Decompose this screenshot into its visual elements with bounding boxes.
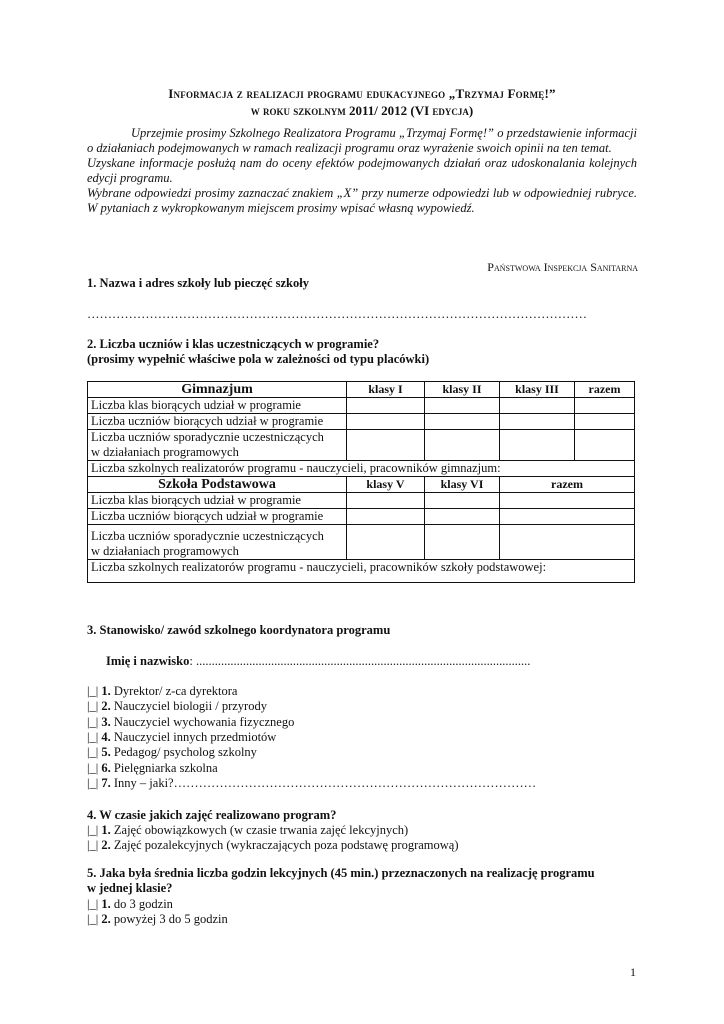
row-label: Liczba uczniów biorących udział w programie [88,414,347,430]
table-row [88,560,635,583]
checkbox-icon[interactable]: |_| [87,699,99,714]
option-number: 2. [101,838,111,853]
checkbox-icon[interactable]: |_| [87,897,99,911]
row-label-line: Liczba uczniów sporadycznie uczestniczących [91,430,324,444]
answer-option[interactable] [87,776,536,791]
answer-option[interactable] [87,715,294,730]
table-cell[interactable] [347,430,425,461]
document-title [0,86,724,101]
row-label: Liczba uczniów biorących udział w programie [88,509,347,525]
row-label[interactable]: Liczba szkolnych realizatorów programu - nauczycieli, pracowników szkoły podstawowej: [88,560,635,583]
col-klasy-i: klasy I [347,382,425,398]
table-cell[interactable] [425,398,500,414]
table-row [88,382,635,398]
table-cell[interactable] [425,493,500,509]
answer-option[interactable] [87,838,459,853]
table-row [88,493,635,509]
checkbox-icon[interactable]: |_| [87,745,99,760]
table-row [88,509,635,525]
option-number: 4. [101,729,111,744]
row-label: Liczba klas biorących udział w programie [88,398,347,414]
row-label[interactable]: Liczba szkolnych realizatorów programu - nauczycieli, pracowników gimnazjum: [88,461,635,477]
option-number: 5. [101,745,111,760]
checkbox-icon[interactable]: |_| [87,912,99,927]
question-5-title-line2: w jednej klasie? [87,881,173,895]
option-number: 6. [101,760,111,775]
checkbox-icon[interactable]: |_| [87,714,99,729]
table-cell[interactable] [347,525,425,560]
table-row [88,477,635,493]
question-2-subtitle: (prosimy wypełnić właściwe pola w zależności od typu placówki) [87,352,430,366]
checkbox-icon[interactable]: |_| [87,684,99,698]
col-razem: razem [575,382,635,398]
table-cell[interactable] [575,414,635,430]
option-text: Pedagog/ psycholog szkolny [113,745,257,760]
title-line2-years: 2011/ 2012 (VI [349,103,430,118]
document-subtitle [0,103,724,118]
table-cell[interactable] [500,398,575,414]
table-cell[interactable] [347,509,425,525]
answer-option[interactable] [87,761,218,776]
table-cell[interactable] [500,509,635,525]
table-row [88,414,635,430]
option-number: 3. [101,714,111,729]
row-label-line: Liczba uczniów sporadycznie uczestniczących [91,529,324,543]
option-number: 1. [101,684,111,698]
table-cell[interactable] [425,525,500,560]
option-text: Nauczyciel wychowania fizycznego [113,714,295,729]
table-row [88,430,635,461]
option-number: 1. [101,823,111,837]
row-label [88,525,347,560]
table-cell[interactable] [347,493,425,509]
option-text: powyżej 3 do 5 godzin [113,912,228,927]
option-text: Dyrektor/ z-ca dyrektora [113,684,238,698]
answer-option[interactable] [87,730,276,745]
answer-option[interactable] [87,745,257,760]
title-line2-prefix: w roku szkolnym [250,103,346,118]
coordinator-name-row [106,654,530,669]
szkola-podstawowa-heading: Szkoła Podstawowa [88,477,347,493]
option-number: 7. [101,775,111,790]
checkbox-icon[interactable]: |_| [87,729,99,744]
question-3-title: 3. Stanowisko/ zawód szkolnego koordynatora programu [87,623,391,637]
table-cell[interactable] [500,414,575,430]
option-text: Pielęgniarka szkolna [113,760,218,775]
table-cell[interactable] [425,430,500,461]
page-number: 1 [630,965,636,979]
question-2-title: 2. Liczba uczniów i klas uczestniczących w programie? [87,337,380,351]
participants-table [87,381,635,583]
title-line2-suffix: edycja) [432,103,474,118]
name-field[interactable]: : ........................................................................................................... [189,654,531,668]
table-cell[interactable] [347,414,425,430]
intro-paragraph-2: Uzyskane informacje posłużą nam do oceny efektów podejmowanych działań oraz udoskonalania kolejnych edycji programu. [87,156,637,185]
checkbox-icon[interactable]: |_| [87,823,99,837]
question-5-title-line1: 5. Jaka była średnia liczba godzin lekcyjnych (45 min.) przeznaczonych na realizację programu [87,866,595,880]
signature: Państwowa Inspekcja Sanitarna [487,260,638,274]
table-cell[interactable] [425,509,500,525]
answer-option[interactable] [87,912,228,927]
option-text: Nauczyciel innych przedmiotów [113,729,277,744]
name-label: Imię i nazwisko [106,654,190,668]
answer-option[interactable] [87,823,408,838]
row-label: Liczba klas biorących udział w programie [88,493,347,509]
col-klasy-v: klasy V [347,477,425,493]
question-4-title: 4. W czasie jakich zajęć realizowano program? [87,808,337,822]
table-row [88,398,635,414]
table-cell[interactable] [575,430,635,461]
table-cell[interactable] [347,398,425,414]
option-number: 2. [101,699,111,714]
school-name-field[interactable]: ………………………………………………………………………………………………………… [87,307,587,321]
table-cell[interactable] [500,493,635,509]
table-row [88,461,635,477]
table-row [88,525,635,560]
title-line1: Informacja z realizacji programu edukacyjnego „Trzymaj Formę!” [168,86,556,101]
answer-option[interactable] [87,699,267,714]
row-label-line: w działaniach programowych [91,544,239,558]
col-klasy-ii: klasy II [425,382,500,398]
checkbox-icon[interactable]: |_| [87,838,99,853]
checkbox-icon[interactable]: |_| [87,775,99,790]
option-text: Zajęć pozalekcyjnych (wykraczających poza podstawę programową) [113,838,459,853]
answer-option[interactable] [87,897,173,912]
option-text: Nauczyciel biologii / przyrody [113,699,267,714]
row-label [88,430,347,461]
col-klasy-vi: klasy VI [425,477,500,493]
col-razem: razem [500,477,635,493]
row-label-line: w działaniach programowych [91,445,239,459]
question-1-title: 1. Nazwa i adres szkoły lub pieczęć szkoły [87,276,309,290]
option-number: 1. [101,897,111,911]
answer-option[interactable] [87,684,237,699]
intro-text [87,126,637,216]
table-cell[interactable] [500,430,575,461]
table-cell[interactable] [575,398,635,414]
gimnazjum-heading: Gimnazjum [88,382,347,398]
intro-paragraph-3: Wybrane odpowiedzi prosimy zaznaczać znakiem „X” przy numerze odpowiedzi lub w odpowiedniej rubryce. W pytaniach z wykropkowanym miejscem prosimy wpisać własną wypowiedź. [87,186,637,215]
table-cell[interactable] [500,525,635,560]
option-text: Zajęć obowiązkowych (w czasie trwania zajęć lekcyjnych) [113,823,409,837]
option-text: Inny – jaki?…………………………………………………………………………… [113,775,537,790]
table-cell[interactable] [425,414,500,430]
option-text: do 3 godzin [113,897,173,911]
intro-paragraph-1: Uprzejmie prosimy Szkolnego Realizatora Programu „Trzymaj Formę!” o przedstawienie informacji o działaniach podejmowanych w ramach realizacji programu oraz wyrażenie swoich opinii na ten temat. [87,126,637,155]
checkbox-icon[interactable]: |_| [87,760,99,775]
option-number: 2. [101,912,111,927]
col-klasy-iii: klasy III [500,382,575,398]
